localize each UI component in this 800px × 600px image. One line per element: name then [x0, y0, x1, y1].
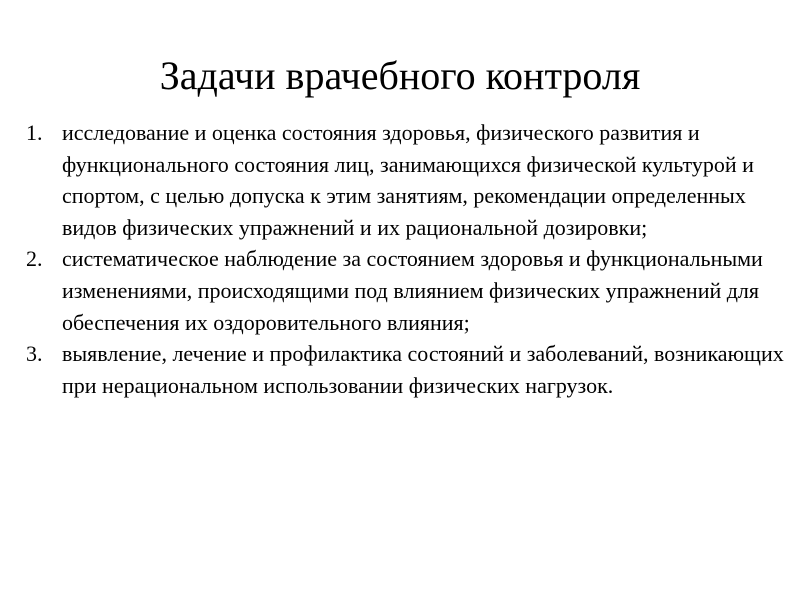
list-item	[26, 117, 790, 243]
list-item-number: 1.	[26, 120, 43, 145]
list-item	[26, 243, 790, 338]
list-item-number: 3.	[26, 341, 43, 367]
list-item-text: систематическое наблюдение за состоянием здоровья и функциональными изменениями, происходящими под влиянием физических упражнений для обеспечения их оздоровительного влияния;	[62, 246, 763, 335]
list-item-text: выявление, лечение и профилактика состояний и заболеваний, возникающих при нерациональном использовании физических нагрузок.	[62, 341, 784, 398]
list-item-text: исследование и оценка состояния здоровья, физического развития и функционального состояния лиц, занимающихся физической культурой и спортом, с целью допуска к этим занятиям, рекомендации определенных видов физических упражнений и их рациональной дозировки;	[62, 120, 754, 240]
numbered-list	[26, 117, 790, 401]
list-item	[26, 338, 790, 401]
slide-title: Задачи врачебного контроля	[159, 53, 641, 98]
list-item-number: 2.	[26, 246, 43, 272]
